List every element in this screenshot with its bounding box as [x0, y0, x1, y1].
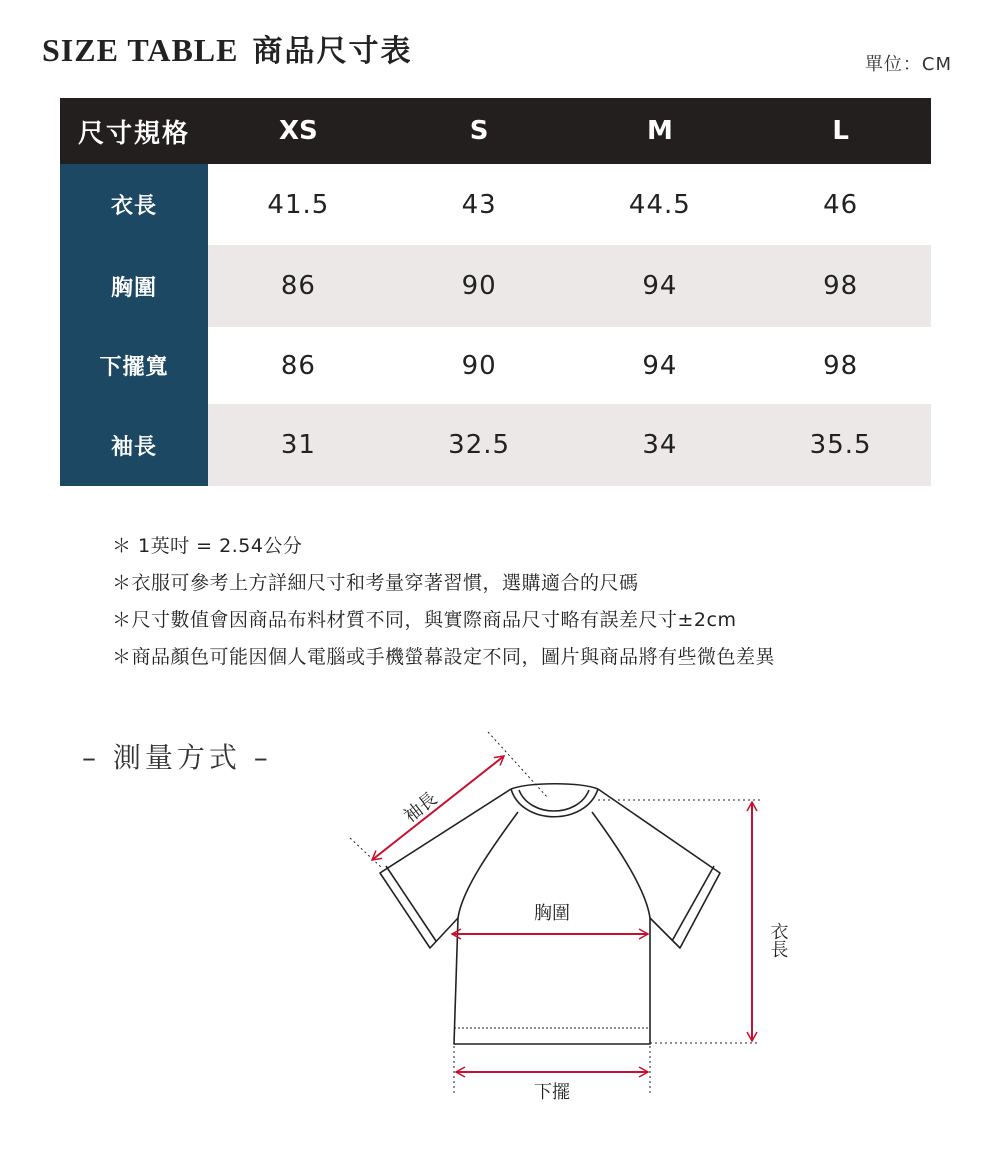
row-label-sleeve: 袖長 — [60, 404, 208, 486]
note-item: ＊尺寸數值會因商品布料材質不同，與實際商品尺寸略有誤差尺寸±2cm — [112, 609, 737, 631]
note-item: ＊衣服可參考上方詳細尺寸和考量穿著習慣，選購適合的尺碼 — [112, 572, 639, 594]
size-header-s: S — [389, 98, 570, 164]
title-english: SIZE TABLE — [42, 32, 239, 68]
table-cell: 90 — [389, 327, 570, 404]
chest-label: 胸圍 — [534, 903, 570, 924]
table-cell: 86 — [208, 245, 389, 327]
size-header-l: L — [750, 98, 931, 164]
row-label-hem: 下擺寬 — [60, 327, 208, 404]
hem-label: 下擺 — [534, 1082, 570, 1103]
table-cell: 35.5 — [750, 404, 931, 486]
table-cell: 44.5 — [570, 164, 751, 245]
row-label-chest: 胸圍 — [60, 245, 208, 327]
table-cell: 34 — [570, 404, 751, 486]
table-cell: 86 — [208, 327, 389, 404]
unit-label: 單位：CM — [864, 54, 952, 75]
table-cell: 43 — [389, 164, 570, 245]
corner-header: 尺寸規格 — [60, 98, 208, 164]
table-cell: 41.5 — [208, 164, 389, 245]
table-cell: 46 — [750, 164, 931, 245]
row-label-length: 衣長 — [60, 164, 208, 245]
table-cell: 32.5 — [389, 404, 570, 486]
table-cell: 98 — [750, 245, 931, 327]
table-cell: 31 — [208, 404, 389, 486]
note-item: ＊ 1英吋 = 2.54公分 — [112, 535, 303, 557]
measurement-title: – 測量方式 – — [82, 741, 272, 774]
table-cell: 94 — [570, 245, 751, 327]
table-cell: 98 — [750, 327, 931, 404]
note-item: ＊商品顏色可能因個人電腦或手機螢幕設定不同，圖片與商品將有些微色差異 — [112, 646, 776, 668]
length-label: 衣長 — [767, 922, 789, 958]
title-chinese: 商品尺寸表 — [252, 34, 413, 69]
table-cell: 90 — [389, 245, 570, 327]
sleeve-label: 袖長 — [399, 788, 442, 828]
sleeve-arrow — [372, 756, 504, 860]
size-header-xs: XS — [208, 98, 389, 164]
table-cell: 94 — [570, 327, 751, 404]
size-header-m: M — [570, 98, 751, 164]
